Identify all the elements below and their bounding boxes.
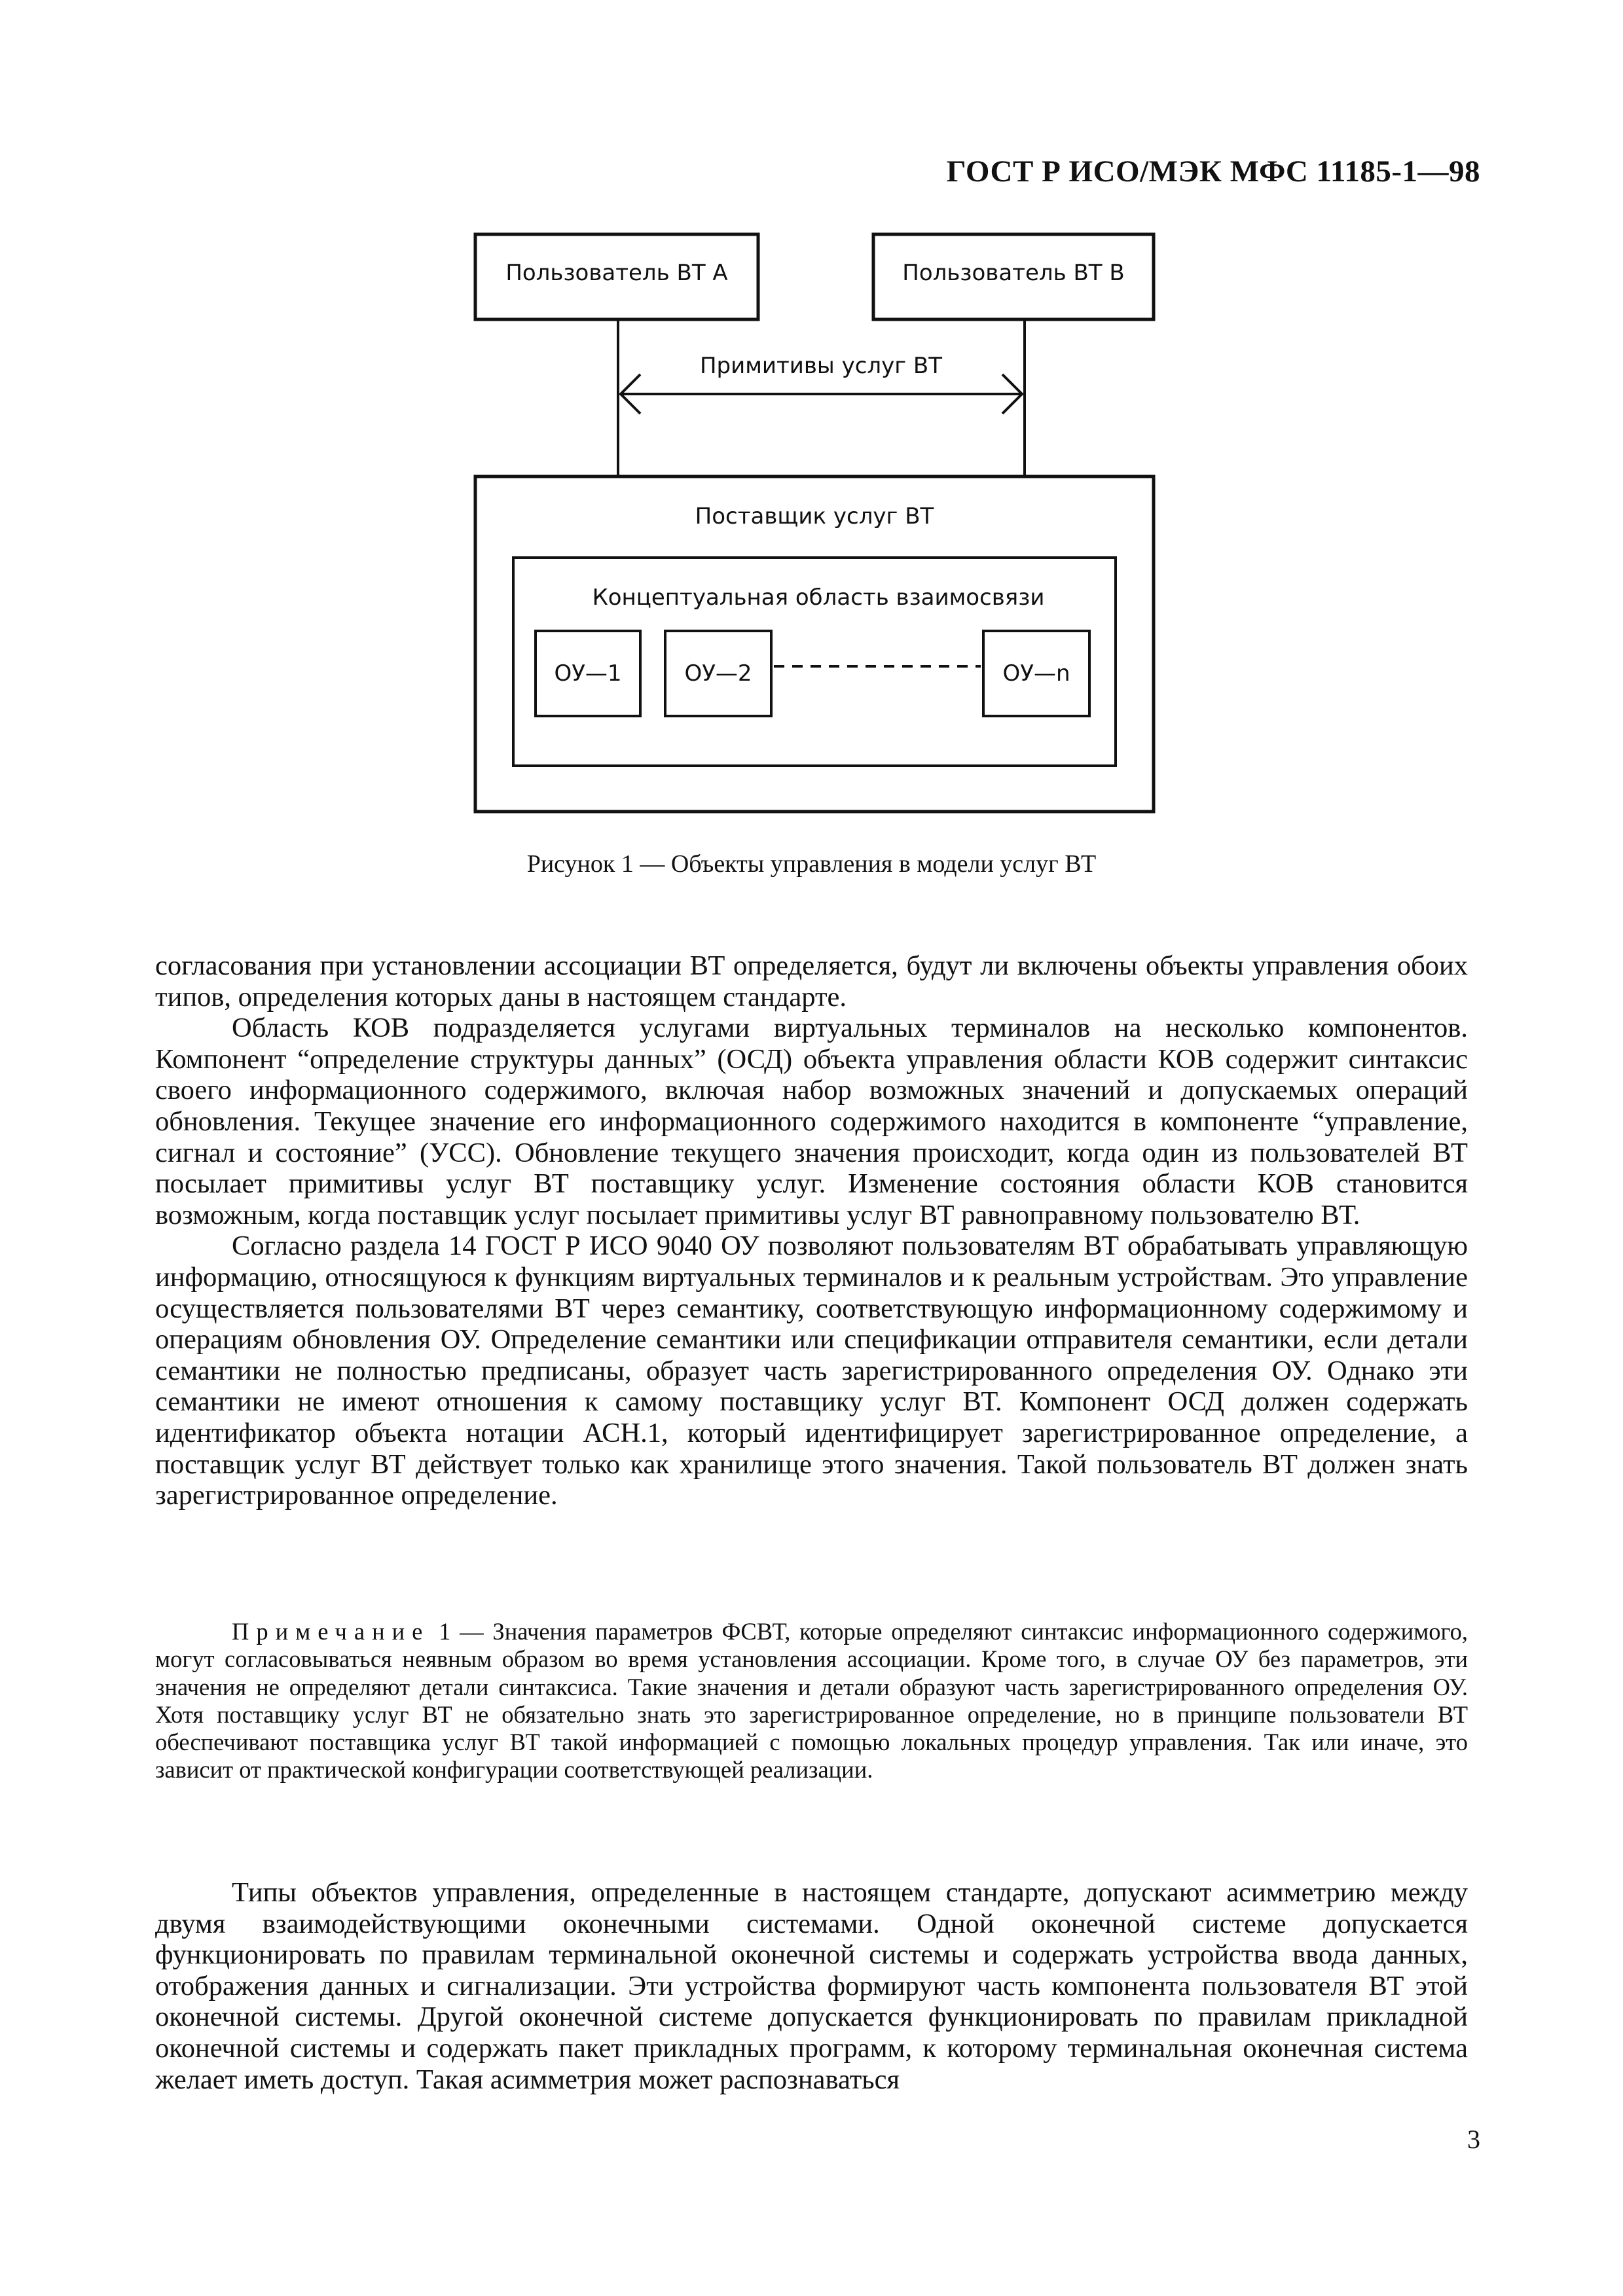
figure-diagram [0, 0, 1623, 851]
primitives-label: Примитивы услуг ВТ [699, 353, 943, 379]
figure-caption: Рисунок 1 — Объекты управления в модели услуг ВТ [526, 850, 1097, 878]
object-label-n: ОУ—n [1002, 660, 1070, 687]
document-header: ГОСТ Р ИСО/МЭК МФС 11185-1—98 [946, 154, 1480, 188]
note-label: Примечание [232, 1618, 430, 1645]
page-number: 3 [1467, 2125, 1480, 2154]
object-label-1: ОУ—1 [554, 660, 622, 687]
note-paragraph [155, 1618, 1468, 1784]
note-number: 1 [439, 1618, 451, 1645]
body-paragraph-2: Область КОВ подразделяется услугами виртуальных терминалов на несколько компонентов. Компонент “определение структуры данных” (ОСД) объекта управления области КОВ содержит синтаксис своего информационного содержимого, включая набор возможных значений и допускаемых операций обновления. Текущее значение его информационного содержимого находится в компоненте “управление, сигнал и состояние” (УСС). Обновление текущего значения происходит, когда один из пользователей ВТ посылает примитивы услуг ВТ поставщику услуг. Изменение состояния области КОВ становится возможным, когда поставщик услуг посылает примитивы услуг ВТ равноправному пользователю ВТ. [155, 1013, 1468, 1230]
body-paragraph-3: Согласно раздела 14 ГОСТ Р ИСО 9040 ОУ позволяют пользователям ВТ обрабатывать управляющую информацию, относящуюся к функциям виртуальных терминалов и к реальным устройствам. Это управление осуществляется пользователями ВТ через семантику, соответствующую информационному содержимому и операциям обновления ОУ. Определение семантики или спецификации отправителя семантики, если детали семантики не полностью предписаны, образует часть зарегистрированного определения ОУ. Однако эти семантики не имеют отношения к самому поставщику услуг ВТ. Компонент ОСД должен содержать идентификатор объекта нотации АСН.1, который идентифицирует зарегистрированное определение, а поставщик услуг ВТ действует только как хранилище этого значения. Такой пользователь ВТ должен знать зарегистрированное определение. [155, 1230, 1468, 1511]
provider-label: Поставщик услуг ВТ [695, 503, 934, 529]
object-label-2: ОУ—2 [684, 660, 752, 687]
note-block [155, 1618, 1468, 1784]
closing-text [155, 1877, 1468, 2095]
body-paragraph-1: согласования при установлении ассоциации ВТ определяется, будут ли включены объекты управления обоих типов, определения которых даны в настоящем стандарте. [155, 950, 1468, 1013]
user-a-label: Пользователь ВТ А [505, 260, 728, 286]
body-text [155, 950, 1468, 1511]
user-b-label: Пользователь ВТ В [902, 260, 1125, 286]
note-text: — Значения параметров ФСВТ, которые определяют синтаксис информационного содержимого, могут согласовываться неявным образом во время установления ассоциации. Кроме того, в случае ОУ без параметров, эти значения не определяют детали синтаксиса. Такие значения и детали образуют часть зарегистрированного определения ОУ. Хотя поставщику услуг ВТ не обязательно знать это зарегистрированное определение, но в принципе пользователи ВТ обеспечивают поставщика услуг ВТ такой информацией с помощью локальных процедур управления. Так или иначе, это зависит от практической конфигурации соответствующей реализации. [155, 1618, 1468, 1784]
closing-paragraph: Типы объектов управления, определенные в настоящем стандарте, допускают асимметрию между двумя взаимодействующими оконечными системами. Одной оконечной системе допускается функционировать по правилам терминальной оконечной системы и содержать устройства ввода данных, отображения данных и сигнализации. Эти устройства формируют часть компонента пользователя ВТ этой оконечной системы. Другой оконечной системе допускается функционировать по правилам прикладной оконечной системы и содержать пакет прикладных программ, к которому терминальная оконечная система желает иметь доступ. Такая асимметрия может распознаваться [155, 1877, 1468, 2095]
conceptual-area-label: Концептуальная область взаимосвязи [592, 584, 1045, 611]
